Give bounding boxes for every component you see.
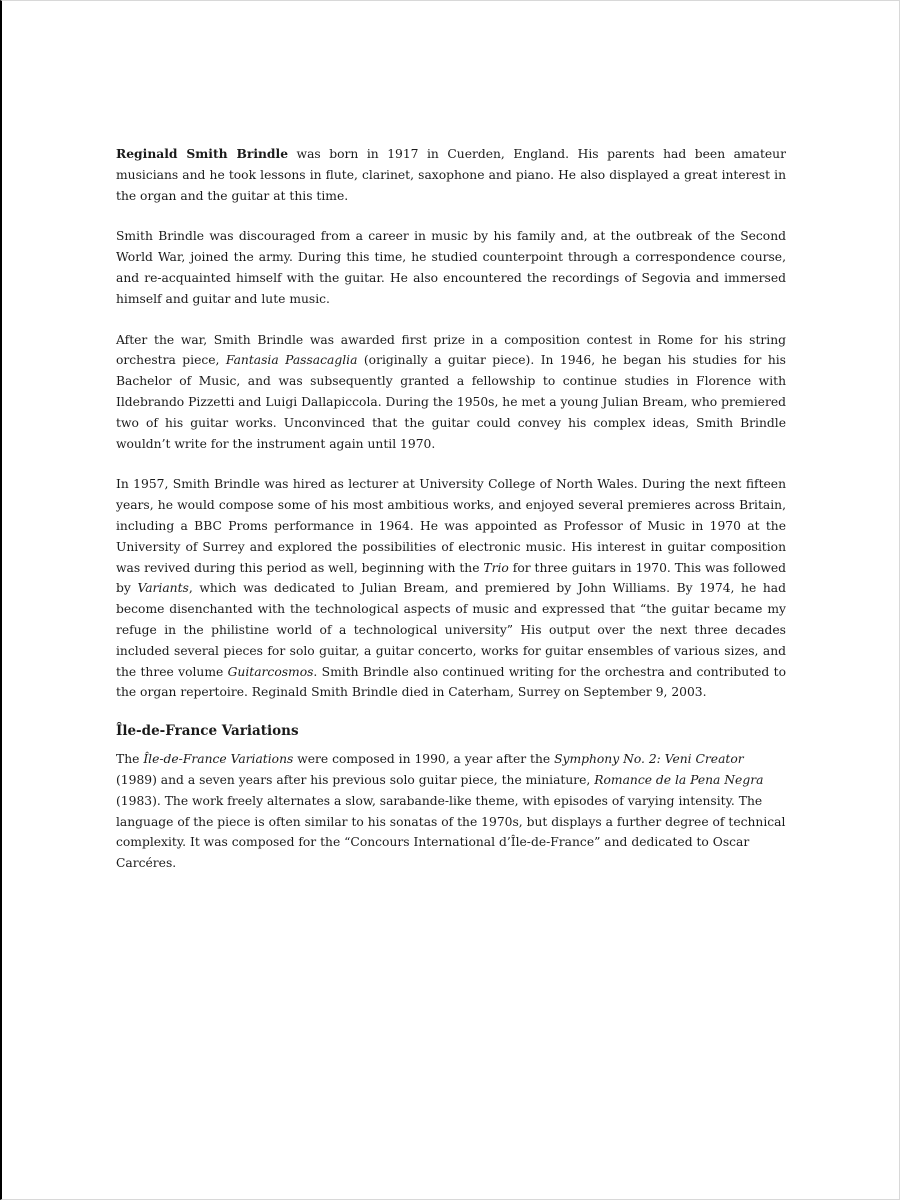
work-title-trio: Trio — [483, 560, 509, 575]
work-title-variants: Variants — [137, 581, 189, 596]
section-paragraph-text-b: were composed in 1990, a year after the — [293, 752, 555, 767]
section-paragraph-text-c: (1989) and a seven years after his previous solo guitar piece, the miniature, — [116, 772, 595, 787]
work-title-symphony-no-2: Symphony No. 2: Veni Creator — [554, 752, 744, 767]
bio-paragraph-birth-text: was born in 1917 in Cuerden, England. His parents had been amateur musicians and he took lessons in flute, clarinet, saxophone and piano. He also displayed a great interest in the organ and the guitar at this time. — [116, 147, 786, 203]
section-paragraph — [116, 749, 786, 874]
document-body — [116, 144, 786, 874]
composer-name: Reginald Smith Brindle — [116, 146, 289, 161]
bio-paragraph-birth — [116, 144, 786, 206]
bio-paragraph-postwar-text-b: (originally a guitar piece). In 1946, he began his studies for his Bachelor of Music, and was subsequently granted a fellowship to continue studies in Florence with Ildebrando Pizzetti and Luigi Dallapiccola. During the 1950s, he met a young Julian Bream, who premiered two of his guitar works. Unconvinced that the guitar could convey his complex ideas, Smith Brindle wouldn’t write for the instrument again until 1970. — [116, 353, 786, 451]
work-title-ile-de-france: Île-de-France Variations — [143, 752, 294, 767]
bio-paragraph-war-text: Smith Brindle was discouraged from a career in music by his family and, at the outbreak of the Second World War, joined the army. During this time, he studied counterpoint through a correspondence course, and re-acquainted himself with the guitar. He also encountered the recordings of Segovia and immersed himself and guitar and lute music. — [116, 229, 786, 306]
bio-paragraph-career-text-c: , which was dedicated to Julian Bream, and premiered by John Williams. By 1974, he had become disenchanted with the technological aspects of music and expressed that “the guitar became my refuge in the philistine world of a technological university” His output over the next three decades included several pieces for solo guitar, a guitar concerto, works for guitar ensembles of various sizes, and the three volume — [116, 581, 786, 679]
bio-paragraph-career — [116, 474, 786, 703]
bio-paragraph-career-text-b: for three guitars in 1970. This was followed by — [116, 560, 786, 596]
bio-paragraph-career-text-d: . Smith Brindle also continued writing for the orchestra and contributed to the organ repertoire. Reginald Smith Brindle died in Caterham, Surrey on September 9, 2003. — [116, 664, 786, 700]
bio-paragraph-postwar — [116, 330, 786, 455]
work-title-fantasia-passacaglia: Fantasia Passacaglia — [225, 353, 358, 368]
section-heading: Île-de-France Variations — [116, 723, 299, 740]
bio-paragraph-career-text-a: In 1957, Smith Brindle was hired as lecturer at University College of North Wales. During the next fifteen years, he would compose some of his most ambitious works, and enjoyed several premieres across Britain, including a BBC Proms performance in 1964. He was appointed as Professor of Music in 1970 at the University of Surrey and explored the possibilities of electronic music. His interest in guitar composition was revived during this period as well, beginning with the — [116, 477, 786, 575]
bio-paragraph-postwar-text-a: After the war, Smith Brindle was awarded first prize in a composition contest in Rome for his string orchestra piece, — [116, 332, 786, 368]
work-title-guitarcosmos: Guitarcosmos — [227, 664, 314, 679]
bio-paragraph-war — [116, 226, 786, 309]
work-title-romance: Romance de la Pena Negra — [594, 772, 764, 787]
section-paragraph-text-d: (1983). The work freely alternates a slow, sarabande-like theme, with episodes of varying intensity. The language of the piece is often similar to his sonatas of the 1970s, but displays a further degree of technical complexity. It was composed for the “Concours International d’Île-de-France” and dedicated to Oscar Carcéres. — [116, 793, 786, 871]
section-paragraph-text-a: The — [116, 752, 144, 767]
